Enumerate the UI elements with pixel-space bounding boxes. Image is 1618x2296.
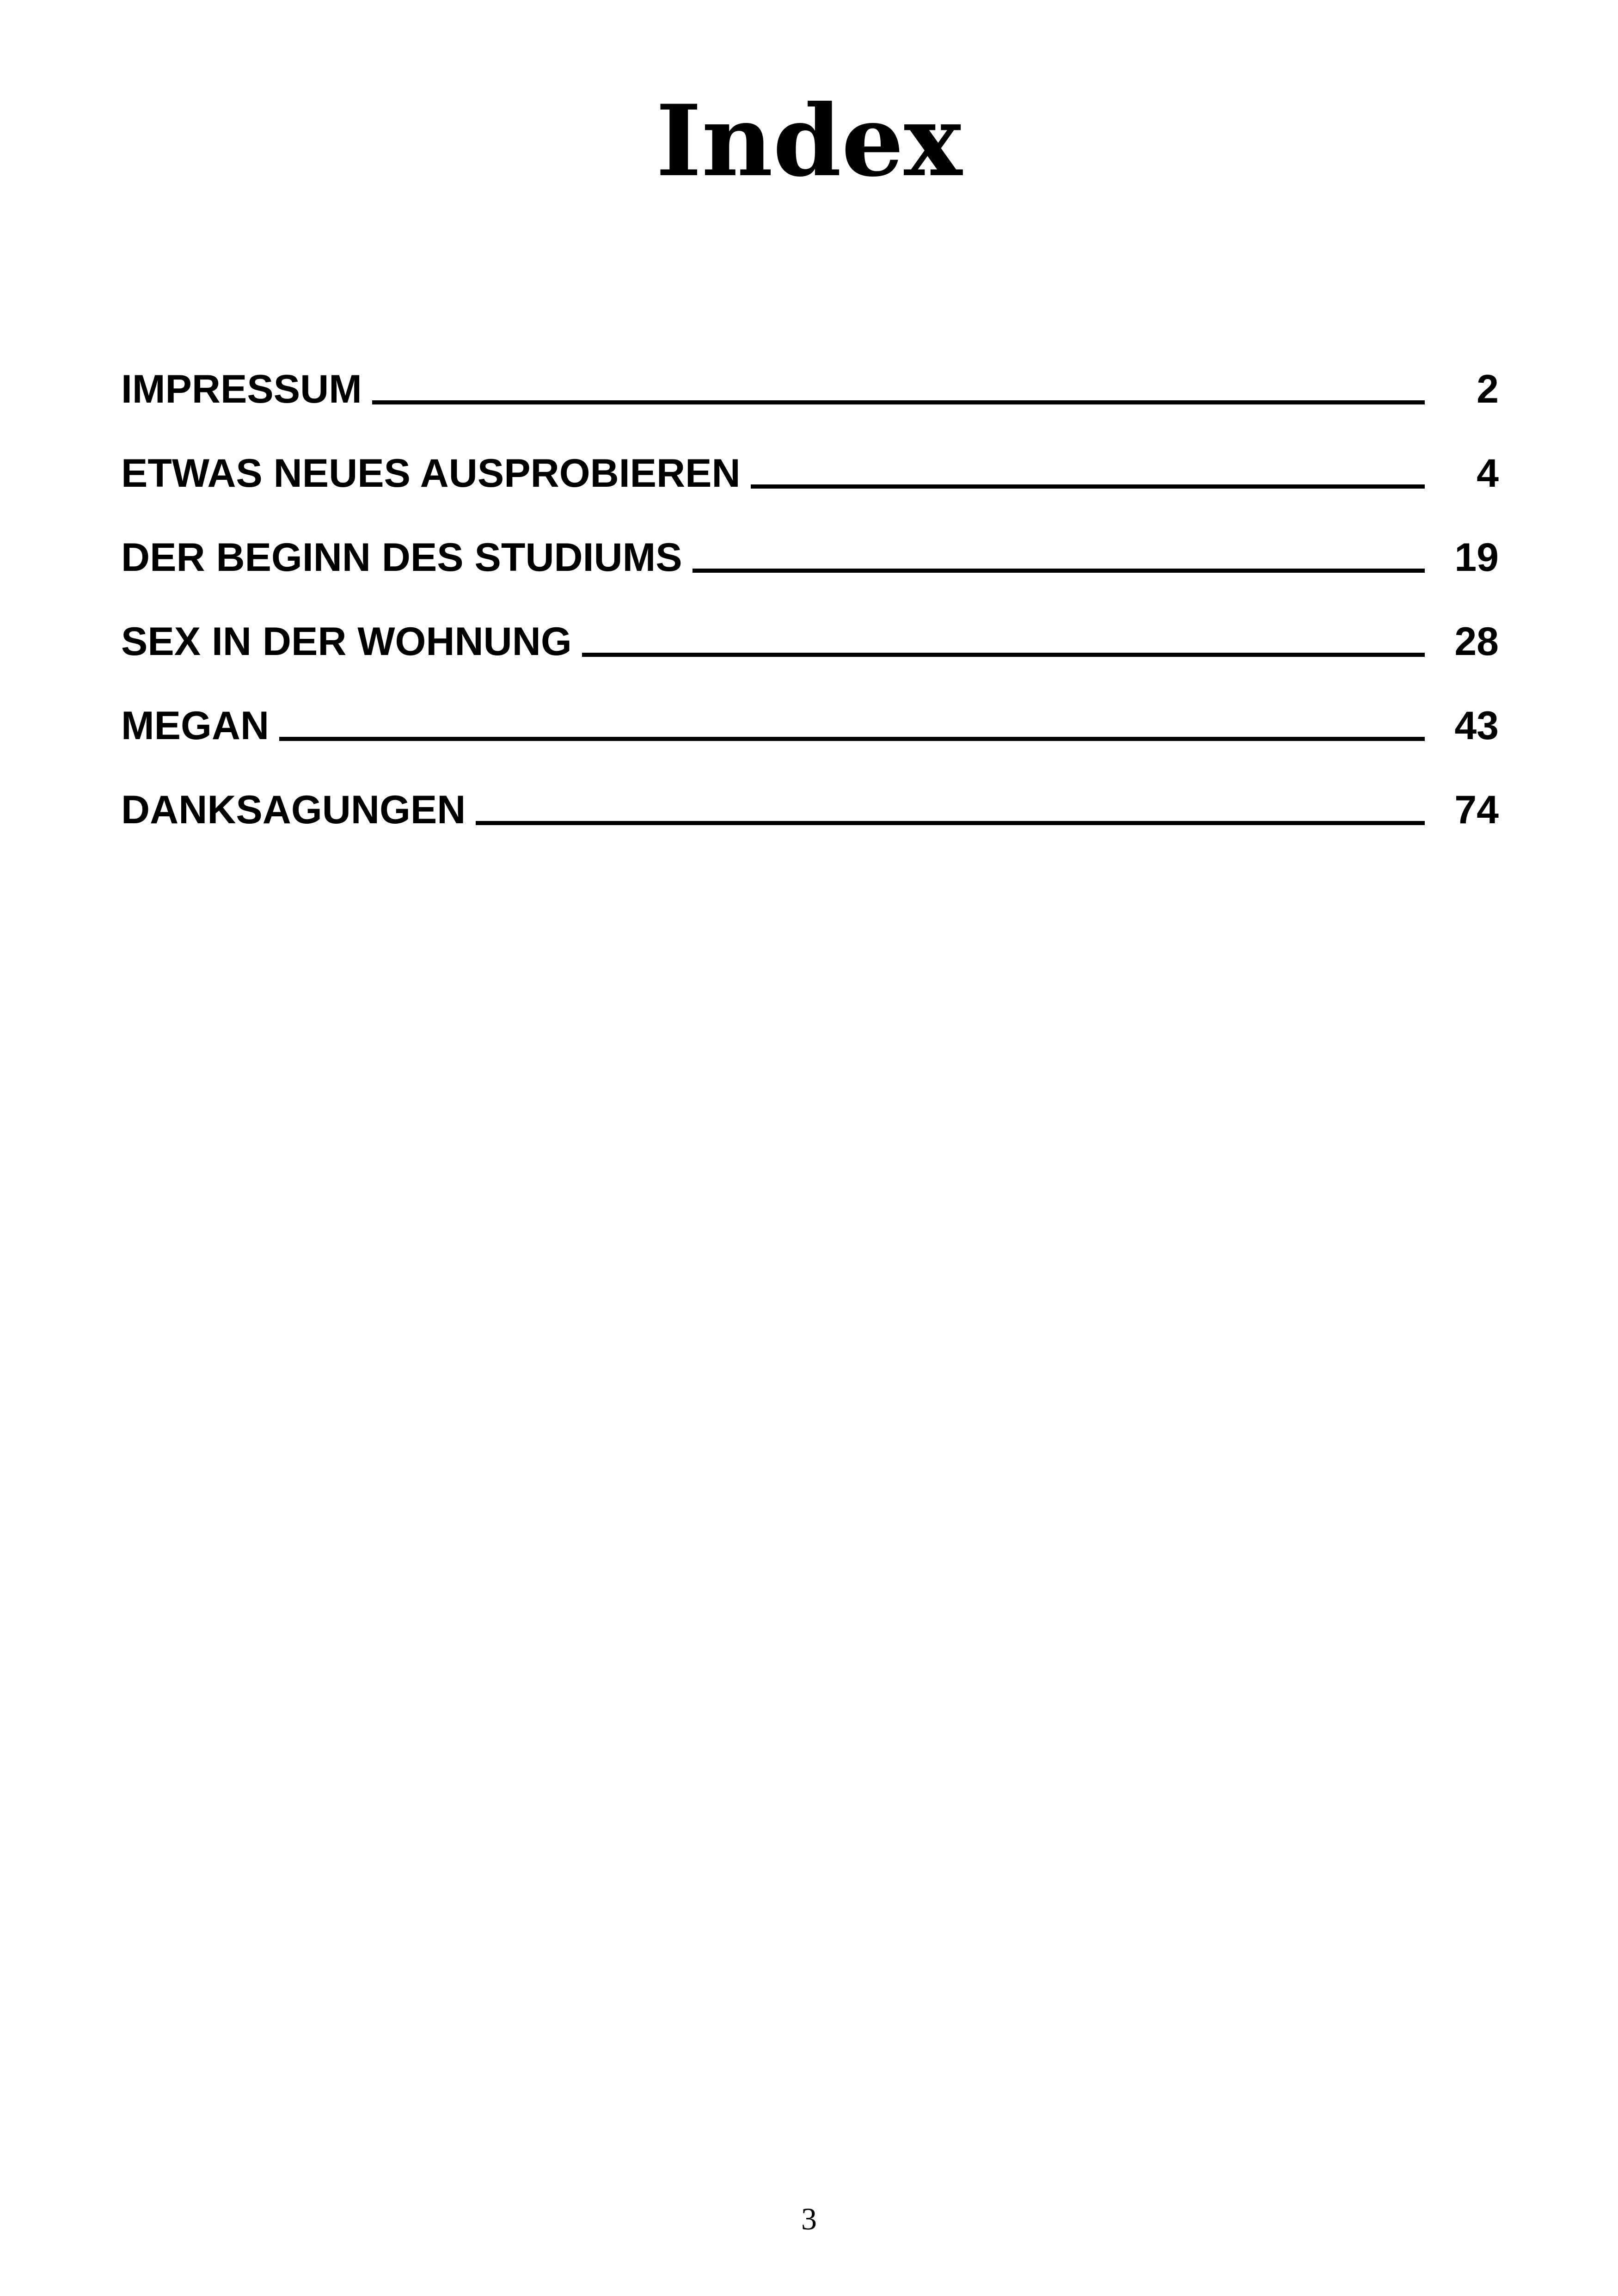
toc-entry-page: 2	[1477, 367, 1499, 411]
toc-leader-line	[582, 653, 1425, 657]
toc-entry-page: 74	[1454, 788, 1499, 832]
toc-entry[interactable]	[121, 751, 1499, 835]
toc-entry-label: IMPRESSUM	[121, 367, 362, 411]
toc-entry-label: MEGAN	[121, 704, 270, 748]
toc-entry-page: 19	[1454, 535, 1499, 580]
toc-entry-label: DANKSAGUNGEN	[121, 788, 466, 832]
table-of-contents	[121, 331, 1499, 835]
toc-entry[interactable]	[121, 583, 1499, 667]
page-title: Index	[656, 83, 962, 198]
toc-entry-label: SEX IN DER WOHNUNG	[121, 619, 572, 664]
toc-entry-label: ETWAS NEUES AUSPROBIEREN	[121, 451, 741, 496]
toc-entry-page: 43	[1454, 704, 1499, 748]
toc-leader-line	[693, 569, 1425, 573]
toc-entry-page: 4	[1477, 451, 1499, 496]
toc-entry-label: DER BEGINN DES STUDIUMS	[121, 535, 682, 580]
toc-leader-line	[372, 400, 1425, 404]
toc-leader-line	[279, 737, 1425, 741]
toc-leader-line	[751, 484, 1425, 489]
toc-entry[interactable]	[121, 667, 1499, 751]
toc-leader-line	[476, 821, 1425, 825]
toc-entry-page: 28	[1454, 619, 1499, 664]
page-number: 3	[801, 2201, 817, 2236]
toc-entry[interactable]	[121, 415, 1499, 499]
toc-entry[interactable]	[121, 499, 1499, 583]
toc-entry[interactable]	[121, 331, 1499, 415]
